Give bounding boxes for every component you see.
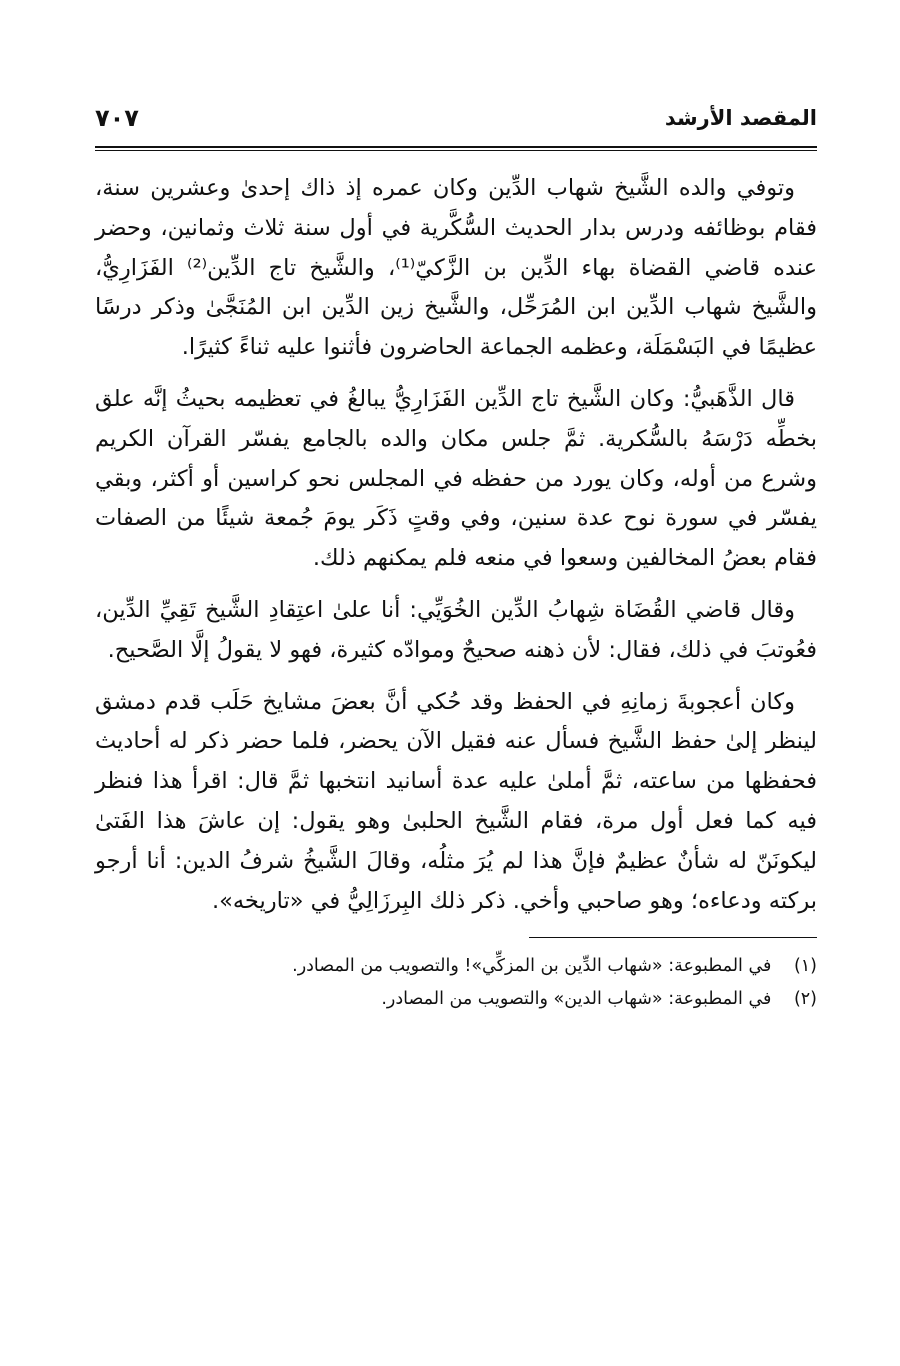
- paragraph: وقال قاضي القُضَاة شِهابُ الدِّين الخُوَيِّي: أنا علىٰ اعتِقادِ الشَّيخ تَقِيِّ الدِّين، فعُوتبَ في ذلك، فقال: لأن ذهنه صحيحٌ وموادّه كثيرة، فهو لا يقولُ إلَّا الصَّحيح.: [95, 596, 817, 663]
- book-title: المقصد الأرشد: [664, 106, 817, 130]
- footnote-text: في المطبوعة: «شهاب الدِّين بن المزكِّي»! والتصويب من المصادر.: [292, 956, 772, 977]
- paragraph: وتوفي والده الشَّيخ شهاب الدِّين وكان عمره إذ ذاك إحدىٰ وعشرين سنة، فقام بوظائفه ودرس بدار الحديث السُّكَّرية في أول سنة ثلاث وثمانين، وحضر عنده قاضي القضاة بهاء الدِّين بن الزَّكيّ⁽¹⁾، والشَّيخ تاج الدِّين⁽²⁾ الفَزَارِيُّ، والشَّيخ شهاب الدِّين ابن المُرَحِّل، والشَّيخ زين الدِّين ابن المُنَجَّىٰ وذكر درسًا عظيمًا في البَسْمَلَة، وعظمه الجماعة الحاضرون فأثنوا عليه ثناءً كثيرًا.: [95, 175, 817, 361]
- footnote: [95, 950, 817, 983]
- footnote: [95, 983, 817, 1016]
- paragraph: قال الذَّهَبيُّ: وكان الشَّيخ تاج الدِّين الفَزَارِيُّ يبالغُ في تعظيمه بحيثُ إنَّه علق بخطِّه دَرْسَهُ بالسُّكرية. ثمَّ جلس مكان والده بالجامع يفسّر القرآن الكريم وشرع من أوله، وكان يورد من حفظه في المجلس نحو كراسين أو أكثر، وبقي يفسّر في سورة نوح عدة سنين، وفي وقتٍ ذَكَر يومَ جُمعة شيئًا من الصفات فقام بعضُ المخالفين وسعوا في منعه فلم يمكنهم ذلك.: [95, 385, 817, 572]
- footnote-text: في المطبوعة: «شهاب الدين» والتصويب من المصادر.: [381, 989, 772, 1010]
- footnote-number: (١): [793, 956, 817, 977]
- header-divider: [95, 146, 817, 151]
- paragraph: وكان أعجوبةَ زمانِهِ في الحفظ وقد حُكي أنَّ بعضَ مشايخ حَلَب قدم دمشق لينظر إلىٰ حفظ الشَّيخ فسأل عنه فقيل الآن يحضر، فلما حضر ذكر له أحاديث فحفظها من ساعته، ثمَّ أملىٰ عليه عدة أسانيد انتخبها ثمَّ قال: اقرأ هذا فنظر فيه كما فعل أول مرة، فقام الشَّيخ الحلبىٰ وهو يقول: إن عاشَ هذا الفَتىٰ ليكونَنّ له شأنٌ عظيمٌ فإنَّ هذا لم يُرَ مثلُه، وقالَ الشَّيخُ شرفُ الدين: أنا أرجو بركته ودعاءه؛ وهو صاحبي وأخي. ذكر ذلك البِرزَالِيُّ في «تاريخه».: [95, 688, 817, 914]
- running-header: [95, 100, 817, 144]
- footnotes: [95, 950, 817, 1016]
- main-text: [95, 169, 817, 921]
- page-number: ٧٠٧: [95, 104, 139, 132]
- book-page: [95, 100, 817, 1016]
- footnote-divider: [529, 937, 817, 938]
- footnote-number: (٢): [793, 989, 817, 1010]
